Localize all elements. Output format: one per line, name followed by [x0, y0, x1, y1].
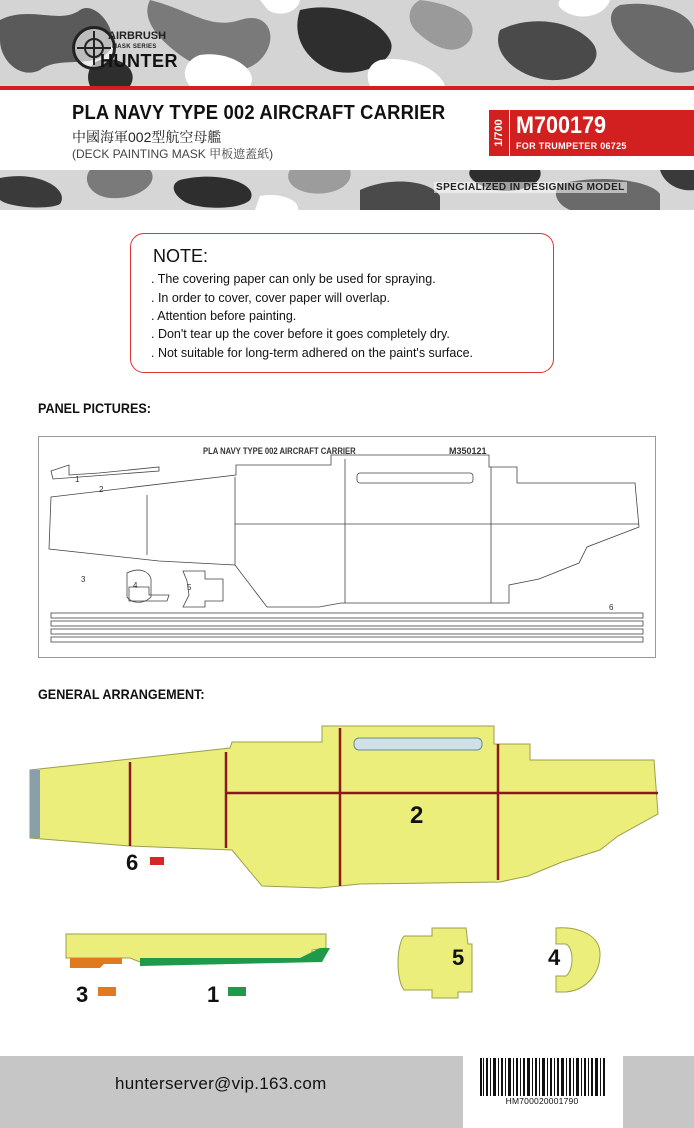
note-line: . Attention before painting.	[151, 309, 297, 323]
note-line: . Don't tear up the cover before it goes completely dry.	[151, 327, 450, 341]
part-label: 3	[76, 982, 89, 1007]
note-line: . The covering paper can only be used for spraying.	[151, 272, 436, 286]
part-label: 4	[548, 945, 561, 970]
product-code-badge	[510, 110, 694, 156]
brand-logo	[72, 26, 178, 78]
part-label: 5	[452, 945, 465, 970]
part-number: 2	[99, 485, 104, 494]
arrangement-heading: GENERAL ARRANGEMENT:	[38, 686, 205, 702]
part-number: 6	[609, 603, 614, 612]
part-number: 1	[75, 475, 80, 484]
sheet-title: PLA NAVY TYPE 002 AIRCRAFT CARRIER	[203, 446, 356, 456]
part-label: 1	[207, 982, 220, 1007]
scale-text: 1/700	[493, 119, 505, 147]
product-code: M700179	[516, 112, 607, 139]
note-heading: NOTE:	[153, 246, 209, 266]
contact-email: hunterserver@vip.163.com	[115, 1074, 327, 1093]
deck-part-strip	[66, 934, 326, 962]
part-3-swatch	[98, 987, 116, 996]
scale-badge	[489, 110, 509, 156]
arrangement-drawing	[0, 700, 694, 1020]
tagline: SPECIALIZED IN DESIGNING MODEL	[436, 182, 625, 193]
product-title-chinese: 中國海軍002型航空母艦	[72, 129, 222, 145]
panel-sheet	[38, 436, 656, 658]
product-subtitle: (DECK PAINTING MASK 甲板遮蓋紙)	[72, 147, 274, 161]
barcode	[480, 1058, 606, 1096]
brand-airbrush: AIRBRUSH	[108, 30, 167, 42]
note-box	[130, 233, 554, 373]
part-number: 4	[133, 581, 138, 590]
part-label: 2	[410, 802, 424, 829]
compatibility-text: FOR TRUMPETER 06725	[516, 141, 627, 151]
part-1-swatch	[228, 987, 246, 996]
barcode-number: HM700020001790	[505, 1096, 579, 1106]
panel-outline-drawing	[39, 437, 657, 659]
product-title: PLA NAVY TYPE 002 AIRCRAFT CARRIER	[72, 102, 446, 124]
brand-hunter: HUNTER	[100, 51, 178, 71]
deck-part-2	[30, 726, 658, 888]
note-line: . Not suitable for long-term adhered on the paint's surface.	[151, 346, 474, 360]
header-divider	[0, 86, 694, 90]
deck-part-4	[556, 928, 600, 992]
part-number: 3	[81, 575, 86, 584]
panel-heading: PANEL PICTURES:	[38, 400, 151, 416]
note-line: . In order to cover, cover paper will overlap.	[151, 291, 391, 305]
part-3-strip	[70, 958, 122, 968]
part-number: 5	[187, 583, 192, 592]
brand-mask-series: MASK SERIES	[112, 44, 157, 50]
part-6-swatch	[150, 857, 164, 865]
part-label: 6	[126, 850, 139, 875]
sheet-code: M350121	[449, 446, 487, 456]
